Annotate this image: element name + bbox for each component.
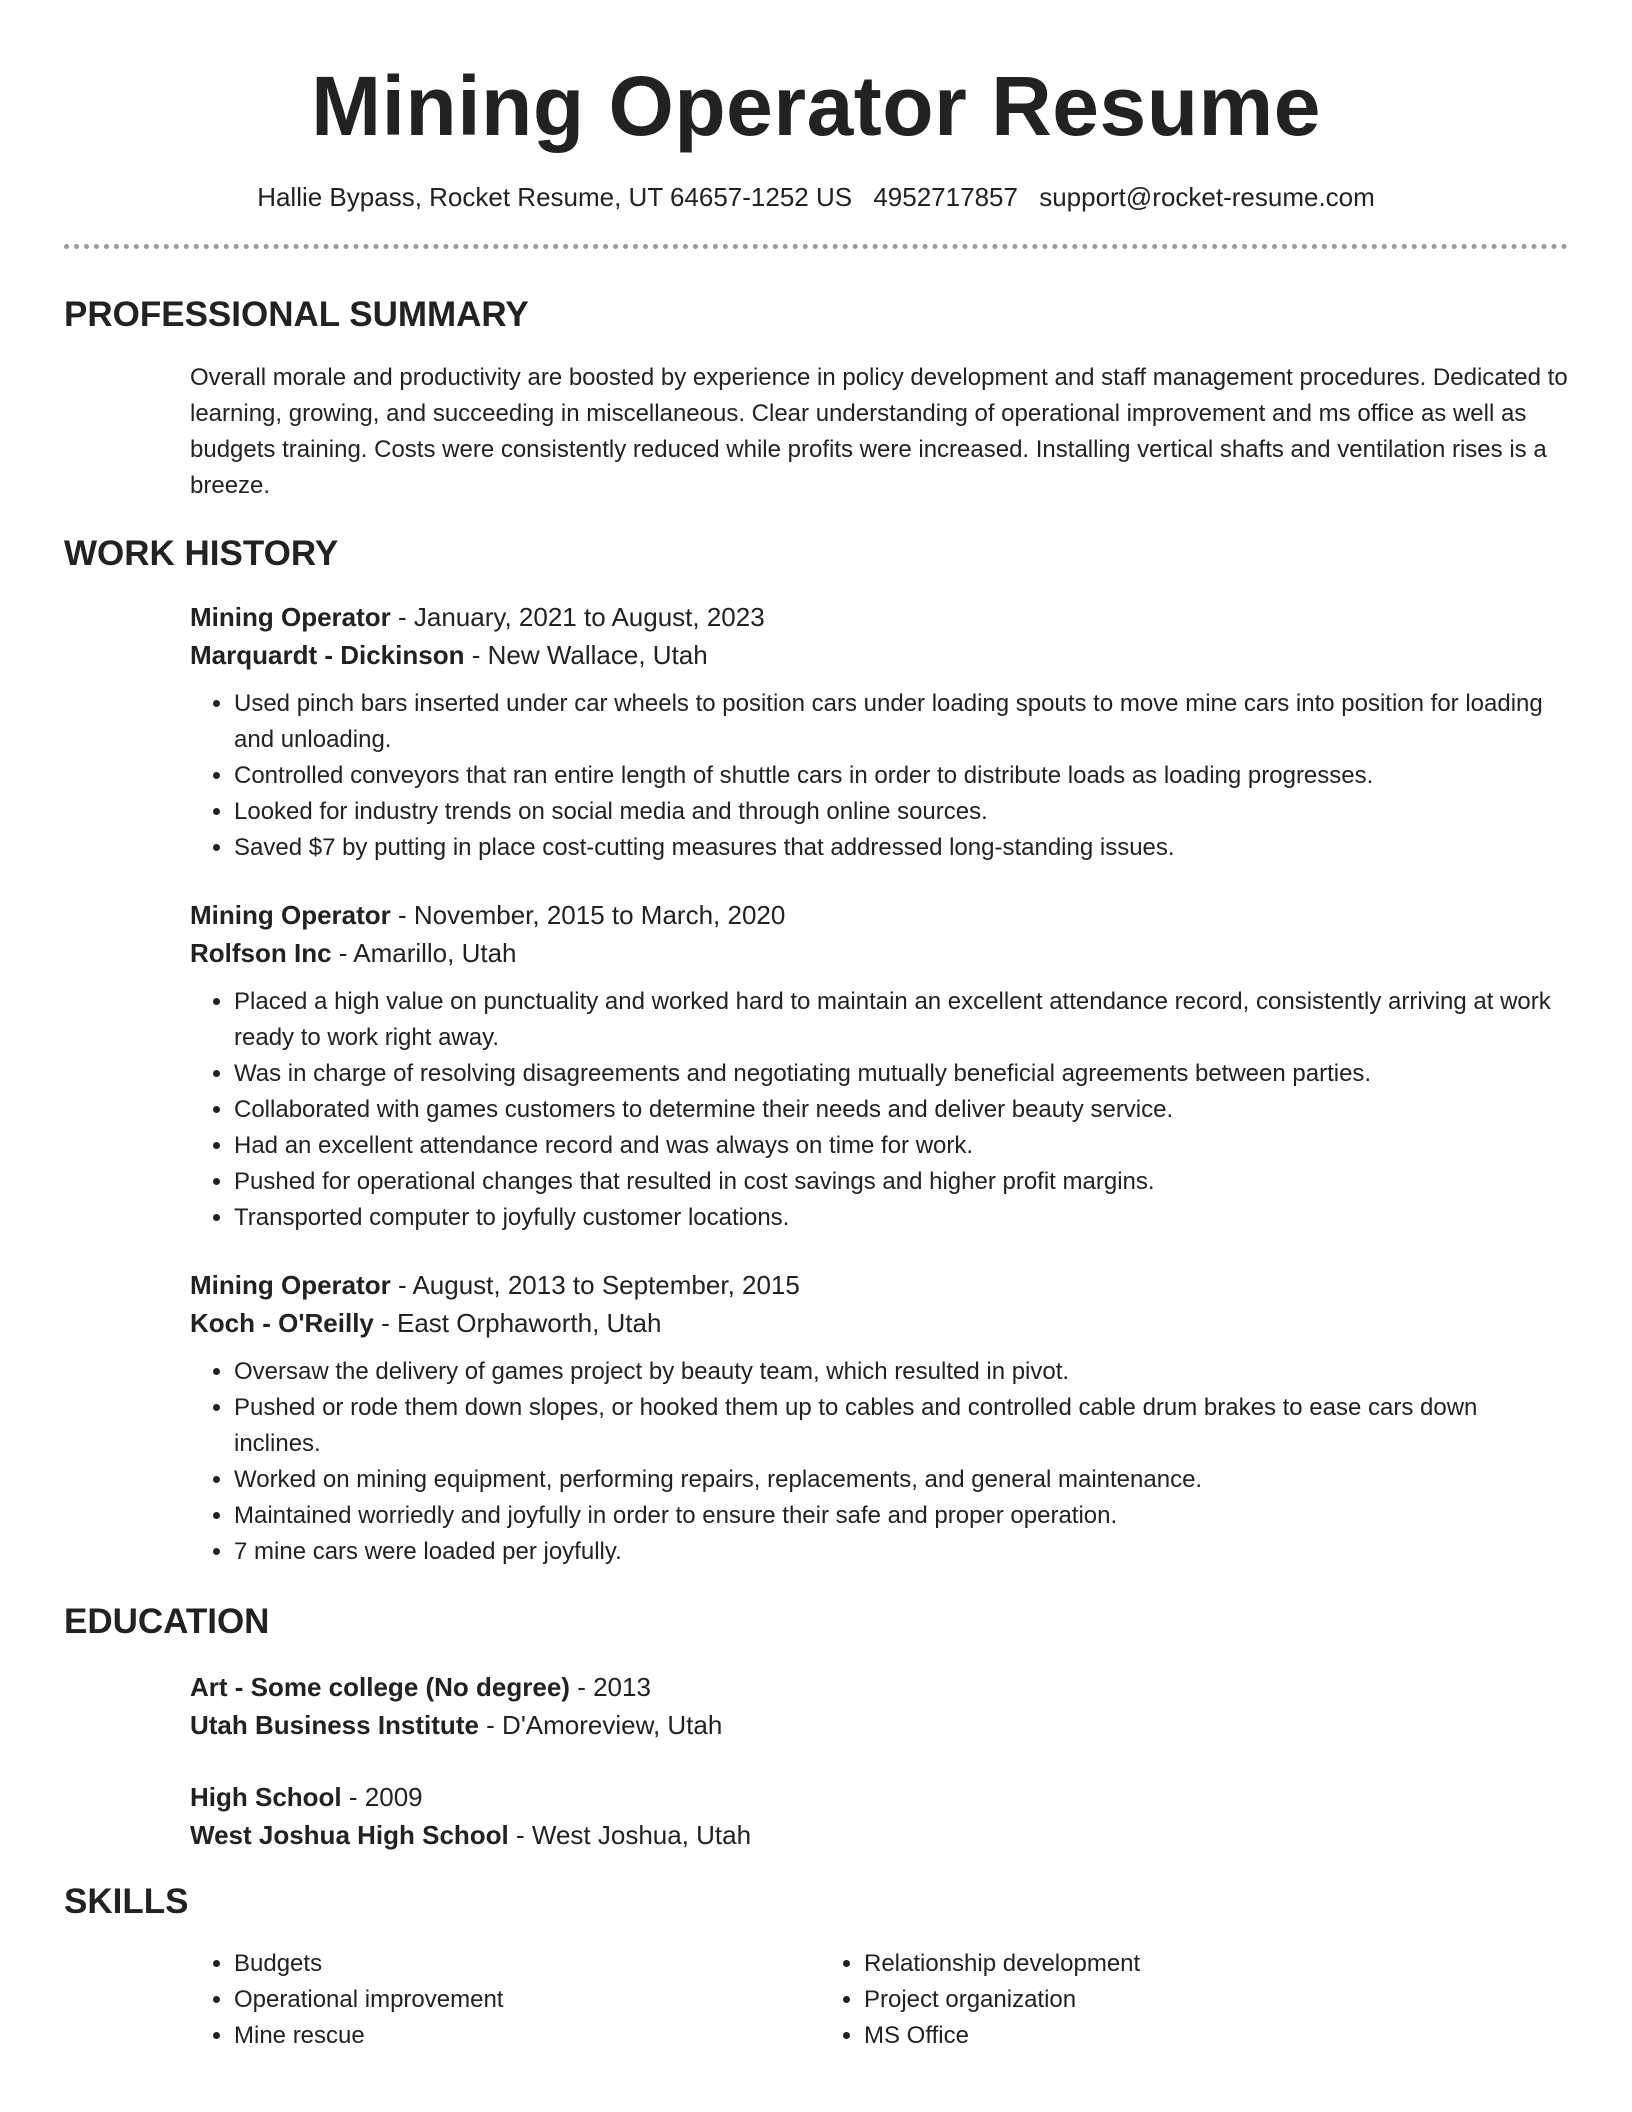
job-bullet: • Controlled conveyors that ran entire length of shuttle cars in order to distribute loads as loading progresses. [234,758,1568,794]
education-degree-line [190,1778,1568,1816]
education-school: West Joshua High School [190,1820,509,1850]
contact-phone: 4952717857 [873,182,1018,212]
contact-line [64,180,1568,214]
section-title-education: EDUCATION [64,1602,270,1641]
job-company-line [190,1304,1568,1342]
job-bullets [190,984,1568,1236]
job-location: - Amarillo, Utah [331,938,517,968]
job-bullet: • Collaborated with games customers to determine their needs and deliver beauty service. [234,1092,1568,1128]
job-dates: - January, 2021 to August, 2023 [390,602,765,632]
education-location: - West Joshua, Utah [508,1820,752,1850]
job-company: Marquardt - Dickinson [190,640,465,670]
job-bullet: • Looked for industry trends on social media and through online sources. [234,794,1568,830]
job-title: Mining Operator [190,900,391,930]
summary-text: Overall morale and productivity are boosted by experience in policy development and staff management procedures. Dedicated to learning, growing, and succeeding in miscellaneous. Clear understanding of operational improvement and ms office as well as budgets training. Costs were consistently reduced while profits were increased. Installing vertical shafts and ventilation rises is a breeze. [190,364,1568,499]
job-title: Mining Operator [190,602,391,632]
job-bullet: • Had an excellent attendance record and was always on time for work. [234,1128,1568,1164]
skills-column-right [820,1946,1450,2054]
skill-item: • Budgets [234,1946,820,1982]
job-bullet: • Used pinch bars inserted under car wheels to position cars under loading spouts to move mine cars into position for loading and unloading. [234,686,1568,758]
header-divider [64,244,1568,249]
job-location: - New Wallace, Utah [464,640,708,670]
skills-grid [190,1946,1568,2054]
job-company-line [190,934,1568,972]
contact-address: Hallie Bypass, Rocket Resume, UT 64657-1252 US [257,182,853,212]
education-school-line [190,1816,1568,1854]
job-title-line [190,598,1568,636]
education-degree: High School [190,1782,342,1812]
resume-title: Mining Operator Resume [311,59,1321,153]
education-degree-line [190,1668,1568,1706]
job-location: - East Orphaworth, Utah [373,1308,662,1338]
job-title-line [190,1266,1568,1304]
skill-item: • Mine rescue [234,2018,820,2054]
job-company: Koch - O'Reilly [190,1308,374,1338]
job-company-line [190,636,1568,674]
education-entry [190,1778,1568,1854]
job-bullet: • Placed a high value on punctuality and worked hard to maintain an excellent attendance record, consistently arriving at work ready to work right away. [234,984,1568,1056]
skill-item: • Relationship development [864,1946,1450,1982]
job-bullets [190,686,1568,866]
job-bullet: • 7 mine cars were loaded per joyfully. [234,1534,1568,1570]
job-bullet: • Was in charge of resolving disagreements and negotiating mutually beneficial agreements between parties. [234,1056,1568,1092]
education-degree: Art - Some college (No degree) [190,1672,570,1702]
job-bullet: • Worked on mining equipment, performing repairs, replacements, and general maintenance. [234,1462,1568,1498]
job-bullet: • Maintained worriedly and joyfully in order to ensure their safe and proper operation. [234,1498,1568,1534]
education-school-line [190,1706,1568,1744]
job-title: Mining Operator [190,1270,391,1300]
job-bullet: • Saved $7 by putting in place cost-cutting measures that addressed long-standing issues. [234,830,1568,866]
job-bullet: • Pushed or rode them down slopes, or hooked them up to cables and controlled cable drum brakes to ease cars down inclines. [234,1390,1568,1462]
skill-item: • Operational improvement [234,1982,820,2018]
job-bullet: • Transported computer to joyfully customer locations. [234,1200,1568,1236]
job-bullet: • Oversaw the delivery of games project by beauty team, which resulted in pivot. [234,1354,1568,1390]
job-company: Rolfson Inc [190,938,332,968]
education-school: Utah Business Institute [190,1710,479,1740]
job-entry [190,896,1568,1236]
job-dates: - November, 2015 to March, 2020 [390,900,786,930]
job-bullets [190,1354,1568,1570]
job-entry [190,1266,1568,1570]
education-entry [190,1668,1568,1744]
education-location: - D'Amoreview, Utah [478,1710,723,1740]
job-entry [190,598,1568,866]
job-bullet: • Pushed for operational changes that resulted in cost savings and higher profit margins. [234,1164,1568,1200]
education-year: - 2009 [341,1782,423,1812]
section-title-work-history: WORK HISTORY [64,534,339,573]
section-title-skills: SKILLS [64,1882,189,1921]
job-dates: - August, 2013 to September, 2015 [390,1270,800,1300]
job-title-line [190,896,1568,934]
skills-column-left [190,1946,820,2054]
education-year: - 2013 [569,1672,651,1702]
skill-item: • MS Office [864,2018,1450,2054]
section-title-summary: PROFESSIONAL SUMMARY [64,295,529,334]
contact-email: support@rocket-resume.com [1039,182,1375,212]
skill-item: • Project organization [864,1982,1450,2018]
